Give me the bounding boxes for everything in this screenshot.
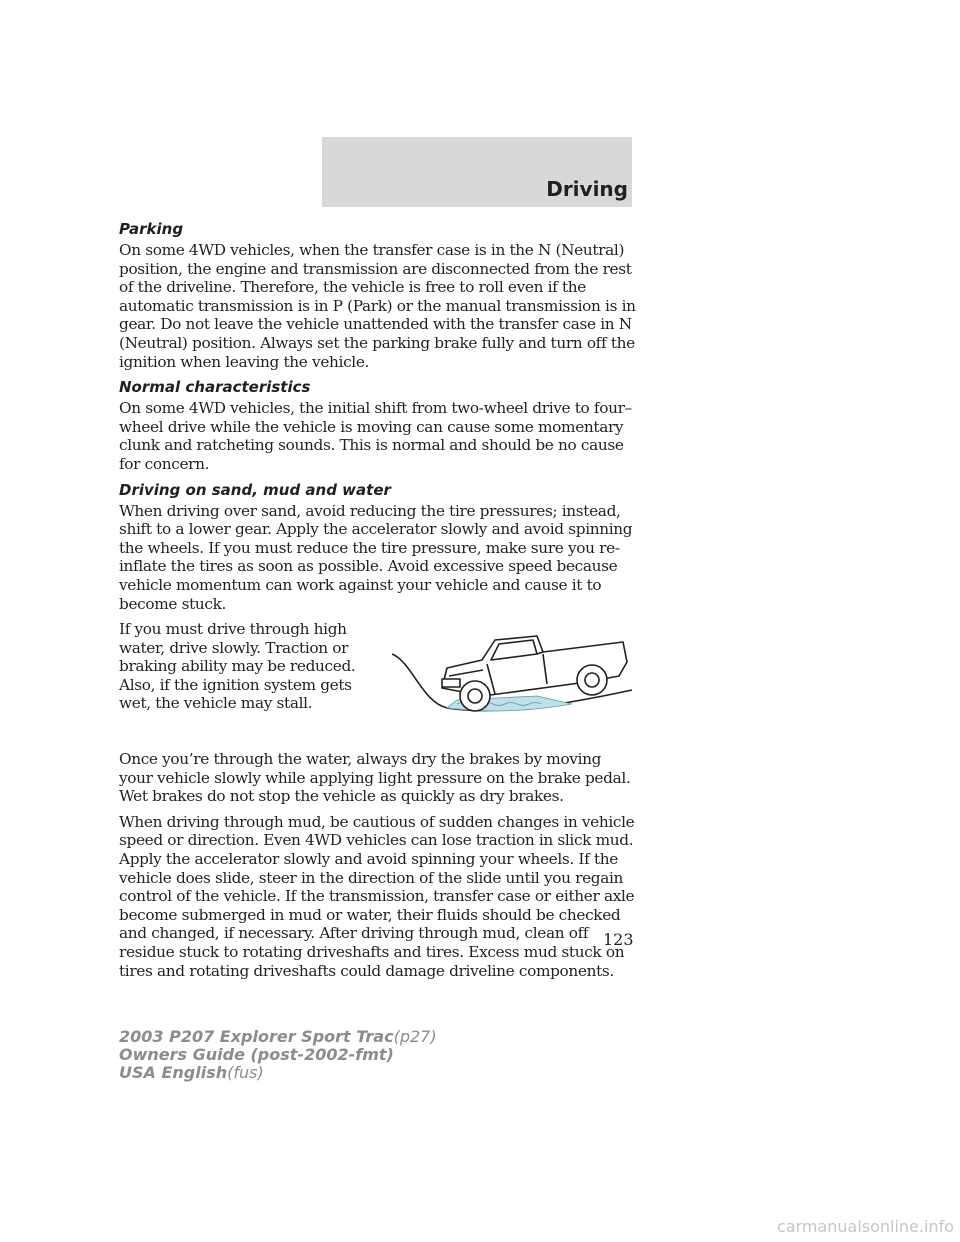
footer-language-code: (fus): [227, 1063, 264, 1082]
chapter-title: Driving: [546, 177, 628, 201]
pickup-truck-in-water-icon: [387, 624, 637, 734]
section-heading-parking: Parking: [119, 220, 184, 238]
footer-model: 2003 P207 Explorer Sport Trac: [119, 1027, 394, 1046]
footer-language: USA English: [119, 1063, 228, 1082]
paragraph-high-water: If you must drive through high water, drive slowly. Traction or braking ability may be reduced. Also, if the ignition system gets wet, the vehicle may stall.: [119, 620, 356, 713]
footer-line-1: [119, 1028, 437, 1046]
page-content: [119, 220, 639, 987]
paragraph-normal-characteristics: On some 4WD vehicles, the initial shift from two-wheel drive to four–wheel drive while the vehicle is moving can cause some momentary clunk and ratcheting sounds. This is normal and should be no cause for concern.: [119, 399, 632, 473]
watermark: carmanualsonline.info: [776, 1217, 954, 1236]
chapter-header-band: [322, 137, 632, 207]
section-heading-sand-mud-water: Driving on sand, mud and water: [119, 480, 391, 499]
footer-model-code: (p27): [393, 1027, 437, 1046]
footer-line-2: [119, 1046, 437, 1064]
footer-guide: Owners Guide (post-2002-fmt): [119, 1045, 394, 1064]
paragraph-mud: When driving through mud, be cautious of sudden changes in vehicle speed or direction. Even 4WD vehicles can lose traction in slick mud. Apply the accelerator slowly and avoid spinning your wheels. If the vehicle does slide, steer in the direction of the slide until you regain control of the vehicle. If the transmission, transfer case or either axle become submerged in mud or water, their fluids should be checked and changed, if necessary. After driving through mud, clean off residue stuck to rotating driveshafts and tires. Excess mud stuck on tires and rotating driveshafts could damage driveline components.: [119, 812, 635, 980]
section-heading-normal-characteristics: Normal characteristics: [119, 378, 311, 397]
paragraph-sand: When driving over sand, avoid reducing the tire pressures; instead, shift to a lower gear. Apply the accelerator slowly and avoid spinning the wheels. If you must reduce the tire pressure, make sure you re-inflate the tires as soon as possible. Avoid excessive speed because vehicle momentum can work against your vehicle and cause it to become stuck.: [119, 501, 633, 613]
page-number: 123: [603, 930, 634, 949]
high-water-block: [119, 620, 639, 750]
paragraph-dry-brakes: Once you’re through the water, always dry the brakes by moving your vehicle slowly while applying light pressure on the brake pedal. Wet brakes do not stop the vehicle as quickly as dry brakes.: [119, 750, 631, 806]
document-footer: [119, 1028, 437, 1082]
paragraph-parking: On some 4WD vehicles, when the transfer case is in the N (Neutral) position, the engine and transmission are disconnected from the rest of the driveline. Therefore, the vehicle is free to roll even if the automatic transmission is in P (Park) or the manual transmission is in gear. Do not leave the vehicle unattended with the transfer case in N (Neutral) position. Always set the parking brake fully and turn off the ignition when leaving the vehicle.: [119, 241, 636, 371]
footer-line-3: [119, 1064, 437, 1082]
